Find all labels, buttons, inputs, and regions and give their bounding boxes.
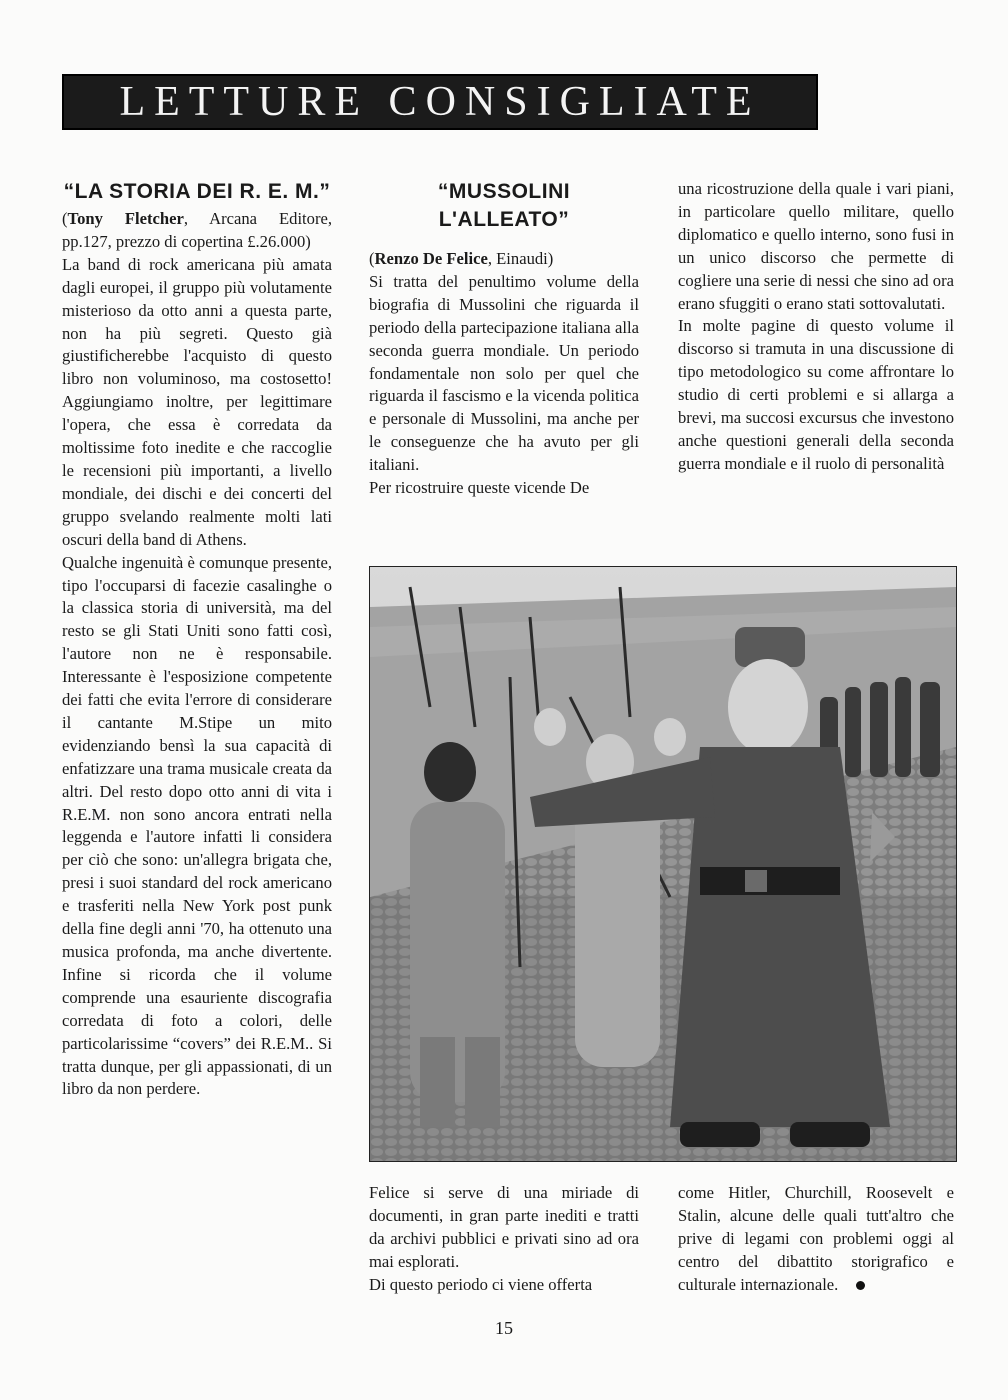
review-mussolini-publisher: , Einaudi) — [487, 249, 554, 268]
review-rem-bibliography: (Tony Fletcher, Arcana Editore, pp.127, prezzo di copertina £.26.000) — [62, 209, 333, 251]
page-number: 15 — [495, 1318, 513, 1338]
review-mussolini-title: “MUSSOLINI L'ALLEATO” — [437, 180, 571, 231]
review-mussolini-author: Renzo De Felice — [374, 249, 488, 268]
review-mussolini-paragraph: una ricostruzione della quale i vari piani, in particolare quello militare, quello diplomatico e quello interno, sono fusi in un unico discorso che permette di cogliere una serie di nessi che sino ad ora erano sfuggiti o erano stati sottovalutati. — [678, 179, 954, 313]
review-mussolini-column-end — [678, 1182, 954, 1297]
mussolini-photograph — [369, 566, 957, 1162]
review-rem-paragraph: Qualche ingenuità è comunque presente, tipo l'occuparsi di facezie casalinghe o la classica storia di università, ma del resto se gli Stati Uniti sono fatti così, l'autore non ne è responsabile. Interessante è l'esposizione competente dei fatti che evita l'errore di considerare il cantante M.Stipe un mito evidenziando bensì la sua capacità di enfatizzare una trama musicale creata da altri. Del resto dopo otto anni di vita i R.E.M. non sono ancora entrati nella leggenda e l'autore infatti li considera per ciò che sono: un'allegra brigata che, presi i suoi standard del rock americano e trasferiti nella New York post punk della fine degli anni '70, ha ottenuto una musica profonda, ma anche divertente. Infine si ricorda che il volume comprende una esauriente discografia corredata di foto a colori, delle particolarissime “covers” dei R.E.M.. Si tratta dunque, per gli appassionati, di un libro da non perdere. — [62, 552, 332, 1099]
review-mussolini-column-continued — [678, 178, 954, 476]
review-mussolini-paragraph: Si tratta del penultimo volume della biografia di Mussolini che riguarda il periodo della partecipazione italiana alla seconda guerra mondiale. Un periodo fondamentale non solo per quel che riguarda il fascismo e la vicenda politica e personale di Mussolini, ma anche per le conseguenze che ha avuto per gli italiani. — [369, 271, 639, 475]
review-mussolini-paragraph: In molte pagine di questo volume il discorso si tramuta in una discussione di tipo metodologico su come affrontare lo studio di certi problemi e si allarga a brevi, ma succosi excursus che investono anche questioni generali della seconda guerra mondiale e il ruolo di personalità — [678, 316, 954, 473]
end-of-article-bullet-icon — [856, 1281, 865, 1290]
review-mussolini-closing-text: come Hitler, Churchill, Roosevelt e Stalin, alcune delle quali tutt'altro che prive di legami con problemi oggi al centro del dibattito storigrafico e culturale internazionale. — [678, 1183, 954, 1294]
review-rem-column — [62, 178, 332, 1101]
review-rem-paragraph: La band di rock americana più amata dagli europei, il gruppo più volutamente misterioso da otto anni a questa parte, non ha più segreti. Questo già giustificherebbe l'acquisto di questo libro non voluminoso, ma costosetto! Aggiungiamo inoltre, per legittimare l'opera, che essa è corredata da moltissime foto inedite e che raccoglie le recensioni più importanti, a livello mondiale, dei dischi e dei concerti del gruppo svelando realmente molti lati oscuri della band di Athens. — [62, 254, 332, 549]
review-mussolini-paragraph: Per ricostruire queste vicende De — [369, 478, 590, 498]
review-mussolini-bibliography: (Renzo De Felice, Einaudi) — [369, 249, 554, 268]
section-title: LETTURE CONSIGLIATE — [119, 79, 761, 125]
review-mussolini-column-lower — [369, 1182, 639, 1297]
review-rem-title: “LA STORIA DEI R. E. M.” — [63, 180, 331, 203]
review-mussolini-paragraph: Di questo periodo ci viene offerta — [369, 1274, 593, 1294]
photograph-image — [370, 567, 956, 1161]
review-rem-author: Tony Fletcher — [67, 209, 184, 228]
review-rem-publisher: , Arcana Editore, pp.127, prezzo di copertina £.26.000) — [62, 209, 333, 251]
review-mussolini-paragraph — [678, 1182, 954, 1297]
review-mussolini-column — [369, 178, 639, 500]
review-mussolini-paragraph: Felice si serve di una miriade di documenti, in gran parte inediti e tratti da archivi pubblici e privati sino ad ora mai esplorati. — [369, 1183, 639, 1271]
section-banner — [62, 74, 818, 130]
